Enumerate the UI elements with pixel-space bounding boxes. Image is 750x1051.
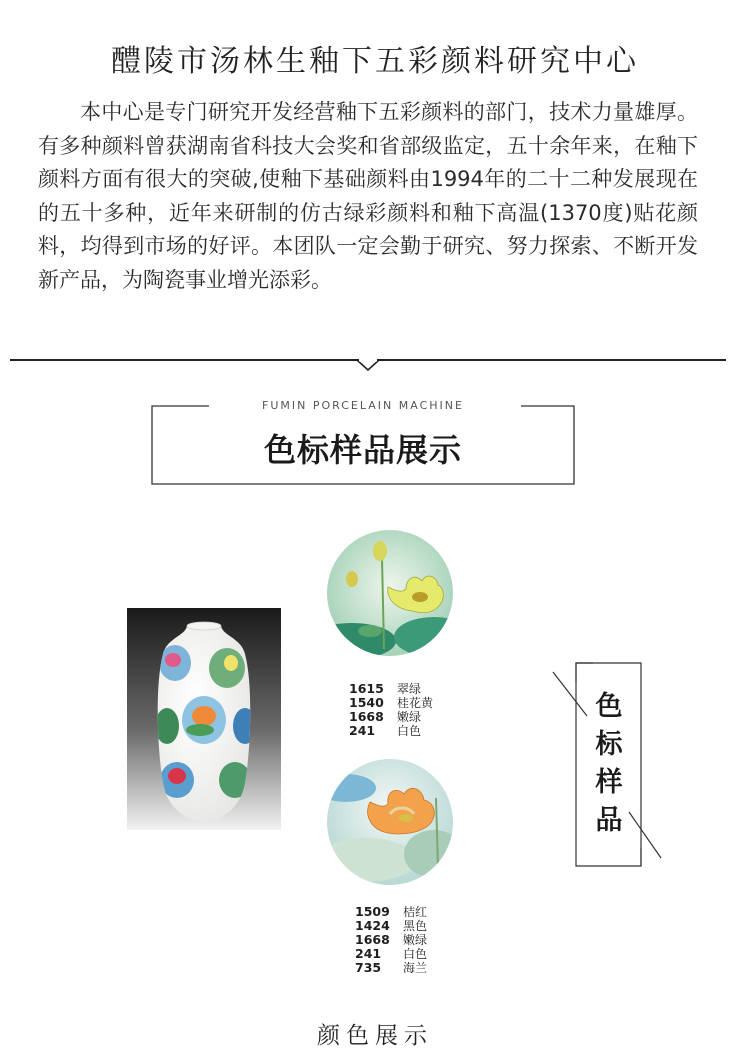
color-code-list-2 — [355, 905, 427, 975]
side-label-text — [575, 688, 643, 840]
color-code: 241 — [355, 946, 382, 961]
sample-plate-1 — [326, 529, 454, 661]
intro-paragraph: 本中心是专门研究开发经营釉下五彩颜料的部门，技术力量雄厚。有多种颜料曾获湖南省科技大会奖和省部级监定，五十余年来，在釉下颜料方面有很大的突破,使釉下基础颜料由1994年的二十二种发展现在的五十多种，近年来研制的仿古绿彩颜料和釉下高温(1370度)贴花颜料，均得到市场的好评。本团队一定会勤于研究、努力探索、不断开发新产品，为陶瓷事业增光添彩。 — [38, 100, 698, 292]
color-code-row — [355, 947, 427, 961]
side-label-char: 样 — [595, 767, 623, 798]
color-name: 嫩绿 — [403, 933, 428, 947]
side-label-char: 品 — [595, 805, 623, 836]
section-title: 色标样品展示 — [263, 431, 462, 469]
color-code-row — [355, 933, 427, 947]
color-code-row — [349, 710, 433, 724]
color-code-row — [349, 682, 433, 696]
side-label — [575, 662, 643, 867]
color-code-row — [355, 961, 427, 975]
color-code: 735 — [355, 960, 382, 975]
intro-text — [38, 96, 698, 297]
color-name: 海兰 — [403, 961, 428, 975]
color-name: 桔红 — [403, 905, 428, 919]
footer-caption: 颜色展示 — [317, 1023, 433, 1049]
color-code-list-1 — [349, 682, 433, 738]
color-code-row — [355, 905, 427, 919]
color-name: 白色 — [397, 724, 422, 738]
section-heading — [151, 399, 575, 485]
color-name: 白色 — [403, 947, 428, 961]
color-code: 1668 — [349, 709, 384, 724]
color-name: 黑色 — [403, 919, 428, 933]
side-label-char: 色 — [595, 691, 623, 722]
color-name: 嫩绿 — [397, 710, 422, 724]
color-code-row — [349, 696, 433, 710]
color-code: 1615 — [349, 681, 384, 696]
page-title: 醴陵市汤林生釉下五彩颜料研究中心 — [111, 44, 639, 79]
color-name: 桂花黄 — [397, 696, 434, 710]
color-code: 1509 — [355, 904, 390, 919]
side-label-char: 标 — [595, 729, 623, 760]
divider-notch-icon — [357, 359, 379, 371]
color-code-row — [355, 919, 427, 933]
color-name: 翠绿 — [397, 682, 422, 696]
section-subtitle-en: FUMIN PORCELAIN MACHINE — [262, 399, 464, 412]
sample-plate-2 — [326, 758, 454, 890]
vase-image — [127, 608, 281, 830]
color-code: 1668 — [355, 932, 390, 947]
color-code: 1424 — [355, 918, 390, 933]
color-code: 241 — [349, 723, 376, 738]
color-code-row — [349, 724, 433, 738]
color-code: 1540 — [349, 695, 384, 710]
